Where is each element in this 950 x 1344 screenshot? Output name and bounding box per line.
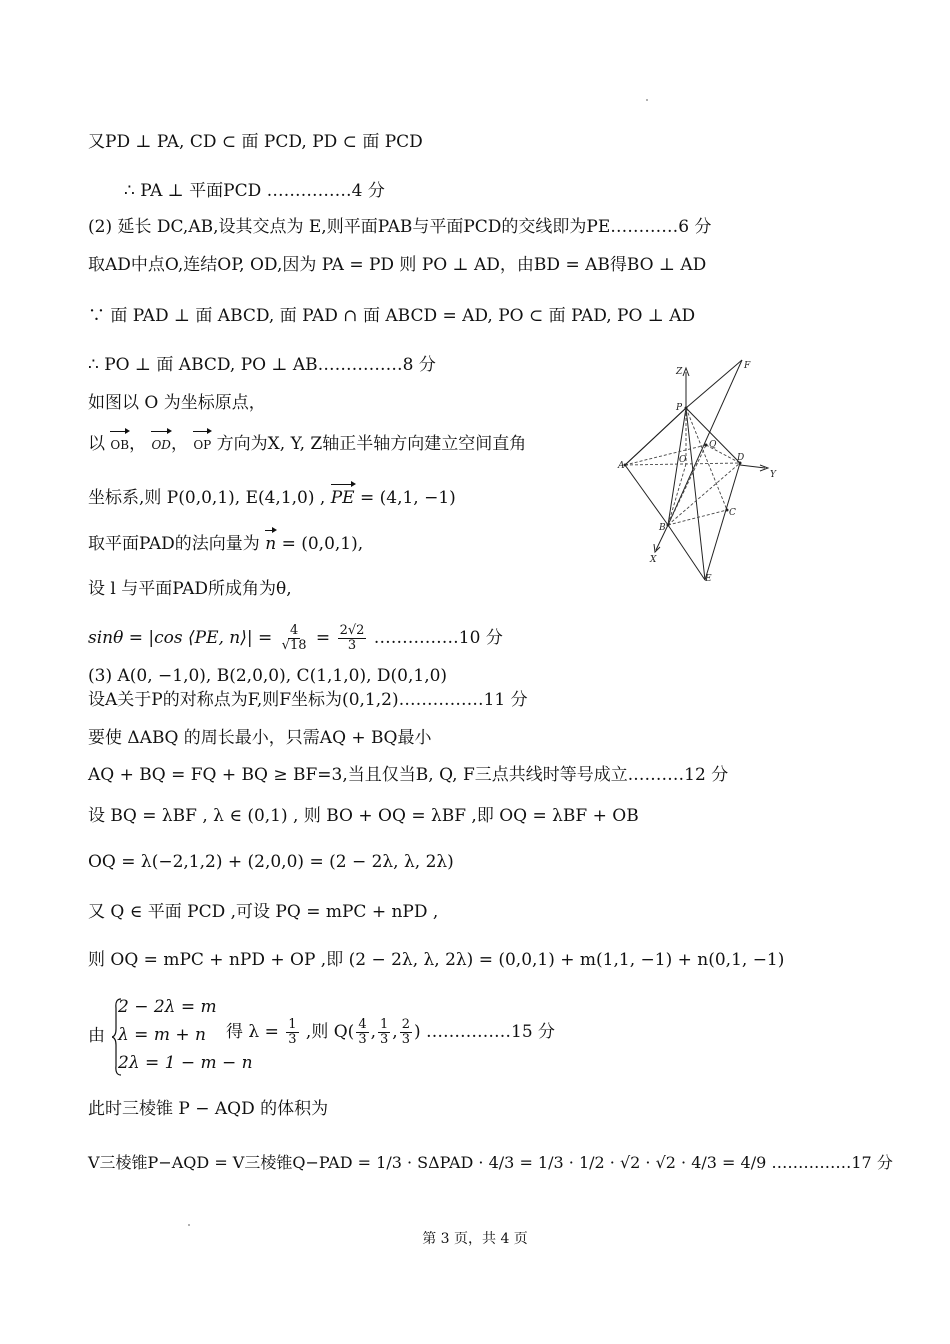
edge-pf: [686, 360, 742, 408]
text-seg: = (4,1, −1): [359, 488, 456, 508]
fraction: $\frac{1}{3}$: [288, 1017, 297, 1047]
speck: [646, 99, 648, 101]
line-1: 又PD ⊥ PA, CD ⊂ 面 PCD, PD ⊂ 面 PCD: [88, 132, 423, 152]
vector-pe: PE: [331, 481, 355, 509]
line-20: 则 OQ = mPC + nPD + OP ,即 (2 − 2λ, λ, 2λ) = (0,0,1) + m(1,1, −1) + n(0,1, −1): [88, 950, 785, 970]
line-16: AQ + BQ = FQ + BQ ≥ BF=3,当且仅当B, Q, F三点共线时等号成立.………12 分: [88, 765, 729, 785]
line-5: ∵ 面 PAD ⊥ 面 ABCD, 面 PAD ∩ 面 ABCD = AD, PO ⊂ 面 PAD, PO ⊥ AD: [88, 306, 696, 326]
line-18: OQ = λ(−2,1,2) + (2,0,0) = (2 − 2λ, λ, 2λ): [88, 852, 454, 872]
text-seg: 坐标系,则 P(0,0,1), E(4,1,0) ,: [88, 488, 326, 508]
label-f: F: [744, 361, 751, 371]
edge-pb: [668, 408, 686, 525]
geometry-figure: [610, 350, 790, 590]
edge-aq: [625, 445, 706, 465]
label-z: Z: [676, 367, 683, 377]
edge-pd: [686, 408, 740, 463]
label-c: C: [729, 508, 736, 518]
label-y: Y: [770, 470, 776, 480]
speck: [188, 1224, 190, 1226]
fraction: $\frac{2√2}{3}$: [339, 623, 365, 653]
line-12: sinθ = |cos ⟨PE, n⟩| = $\frac{4}{√18}$ = $\frac{2√2}{3}$ ……………10 分: [88, 623, 503, 653]
page-footer: 第 3 页，共 4 页: [422, 1231, 528, 1247]
equation-3: 2λ = 1 − m − n: [118, 1053, 253, 1073]
edge-af: [625, 408, 686, 465]
fraction: $\frac{2}{3}$: [401, 1017, 410, 1047]
label-e: E: [705, 574, 712, 584]
label-p: P: [676, 403, 683, 413]
line-23: V三棱锥P−AQD = V三棱锥Q−PAD = 1/3 · SΔPAD · 4/3 = 1/3 · 1/2 · √2 · √2 · 4/3 = 4/9 ……………17 分: [88, 1153, 893, 1172]
line-17: 设 BQ = λBF , λ ∈ (0,1) , 则 BO + OQ = λBF ,即 OQ = λBF + OB: [88, 806, 639, 826]
text-seg: 取平面PAD的法向量为: [88, 534, 260, 554]
edge-pe: [686, 408, 705, 580]
text-seg: sinθ = |cos ⟨PE, n⟩| =: [88, 628, 273, 648]
edge-bf: [668, 360, 745, 525]
label-o: O: [679, 455, 687, 465]
edge-pc: [686, 408, 727, 510]
line-11: 设 l 与平面PAD所成角为θ,: [88, 579, 292, 599]
line-14: 设A关于P的对称点为F,则F坐标为(0,1,2)……………11 分: [88, 690, 528, 710]
line-3: (2) 延长 DC,AB,设其交点为 E,则平面PAB与平面PCD的交线即为PE…………6 分: [88, 217, 712, 237]
edge-de: [705, 463, 740, 580]
fraction: $\frac{4}{√18}$: [281, 623, 307, 653]
line-9: [88, 481, 456, 509]
label-x: X: [650, 555, 657, 565]
vector-ob: OB: [110, 428, 129, 456]
label-b: B: [659, 523, 666, 533]
vector-op: OP: [193, 428, 211, 456]
equation-1: 2 − 2λ = m: [118, 997, 217, 1017]
text-seg: 方向为X, Y, Z轴正半轴方向建立空间直角: [216, 434, 527, 454]
label-q: Q: [709, 440, 717, 450]
line-4: 取AD中点O,连结OP, OD,因为 PA = PD 则 PO ⊥ AD，由BD = AB得BO ⊥ AD: [88, 255, 707, 275]
line-8: 以 OB， OD， OP 方向为X, Y, Z轴正半轴方向建立空间直角: [88, 428, 526, 456]
edge-ob: [668, 464, 686, 525]
line-15: 要使 ΔABQ 的周长最小，只需AQ + BQ最小: [88, 728, 432, 748]
edge-ab: [625, 465, 668, 525]
line-19: 又 Q ∈ 平面 PCD ,可设 PQ = mPC + nPD ,: [88, 902, 439, 922]
text-seg: ……………10 分: [373, 628, 503, 648]
fraction: $\frac{4}{3}$: [358, 1017, 367, 1047]
equation-2: λ = m + n: [118, 1025, 206, 1045]
text-seg: 以: [88, 434, 105, 454]
line-22: 此时三棱锥 P − AQD 的体积为: [88, 1099, 329, 1119]
line-7: 如图以 O 为坐标原点，: [88, 393, 266, 413]
line-13: (3) A(0, −1,0), B(2,0,0), C(1,1,0), D(0,1,0): [88, 666, 448, 686]
line-6: ∴ PO ⊥ 面 ABCD, PO ⊥ AB……………8 分: [88, 355, 436, 375]
text-seg: = (0,0,1),: [281, 534, 364, 554]
line-21: 得 λ = $\frac{1}{3}$ ,则 Q( $\frac{4}{3}$ , $\frac{1}{3}$ , $\frac{2}{3}$ ) ……………15 分: [226, 1017, 556, 1047]
vector-n: n: [265, 527, 276, 555]
label-a: A: [618, 461, 625, 471]
vector-od: OD: [151, 428, 170, 456]
line-2: ∴ PA ⊥ 平面PCD ……………4 分: [124, 181, 385, 201]
label-d: D: [737, 453, 745, 463]
fraction: $\frac{1}{3}$: [380, 1017, 389, 1047]
line-10: [88, 527, 363, 555]
line-21-lead: 由: [88, 1026, 105, 1046]
